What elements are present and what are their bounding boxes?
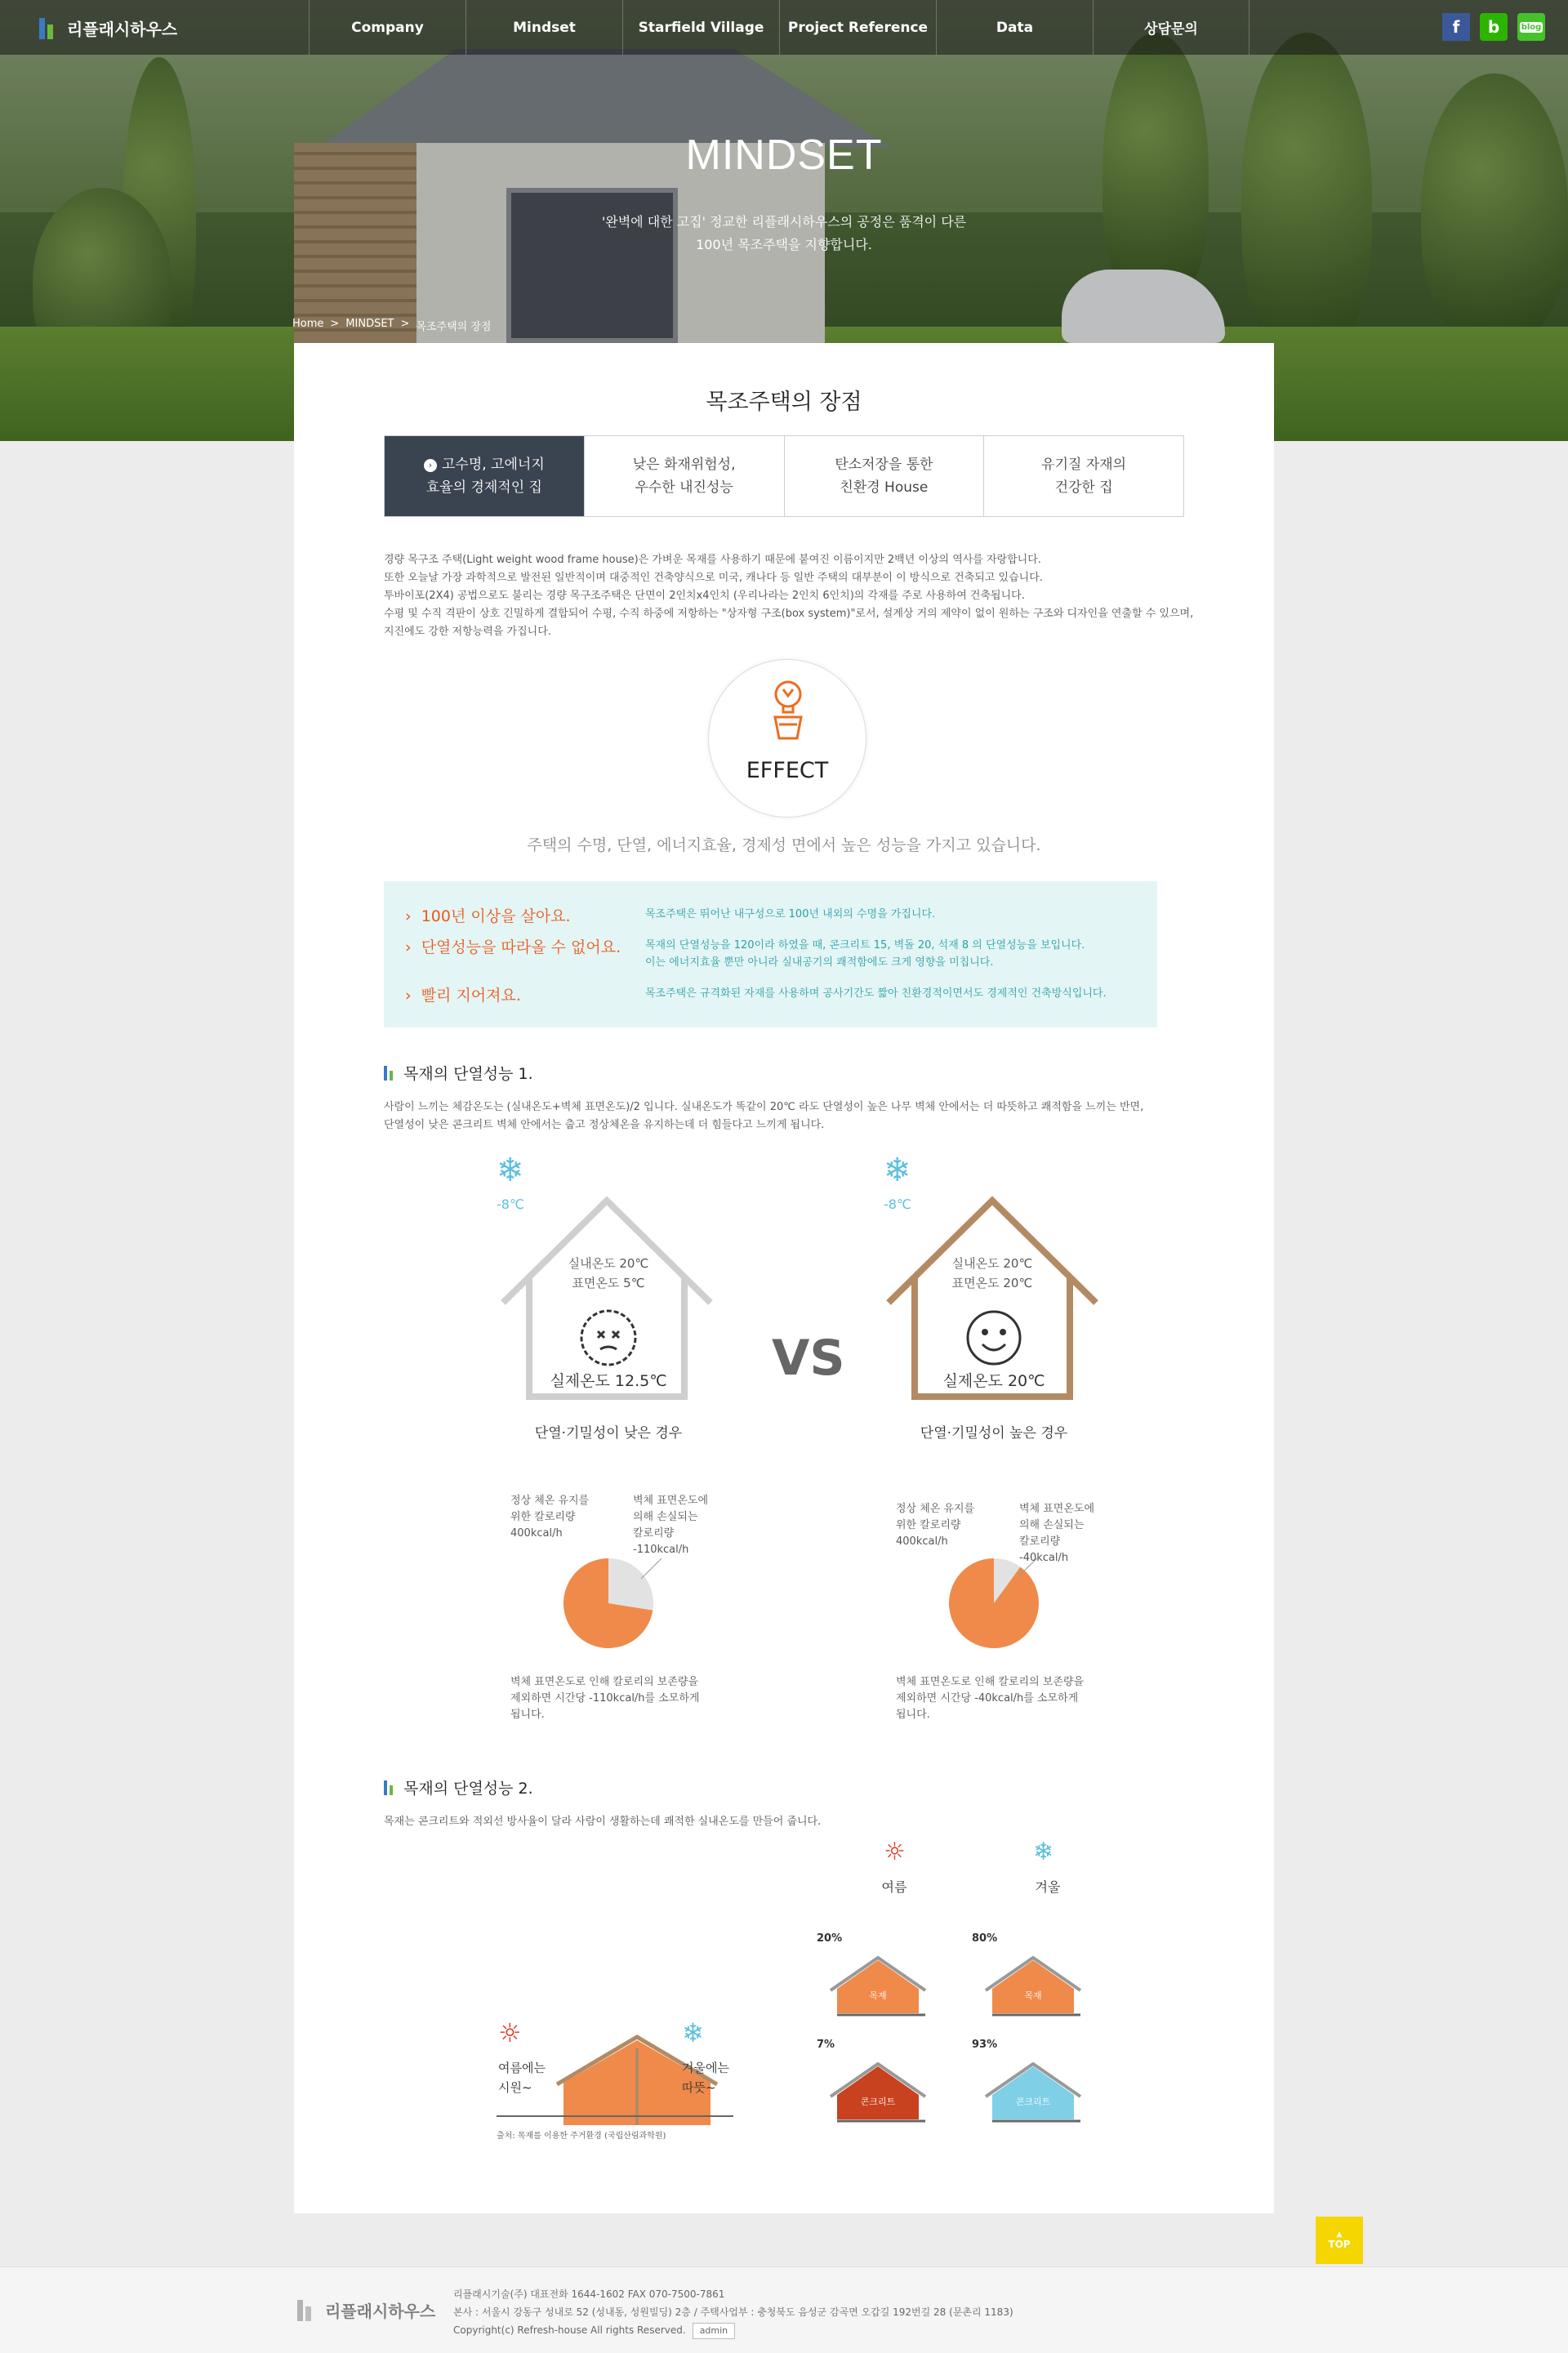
material-label: 콘크리트 bbox=[860, 2097, 896, 2107]
note-line: 여름에는 bbox=[498, 2061, 546, 2075]
benefit-desc-line: 이는 에너지효율 뿐만 아니라 실내공기의 쾌적함에도 크게 영향을 미칩니다. bbox=[645, 956, 994, 969]
season-summer: 여름 bbox=[881, 1879, 907, 1895]
note-line: 위한 칼로리량 bbox=[510, 1511, 576, 1523]
note-line: 의해 손실되는 bbox=[1019, 1519, 1085, 1531]
breadcrumb bbox=[292, 318, 491, 333]
paragraph-line: 단열성이 낮은 콘크리트 벽체 안에서는 춥고 정상체온을 유지하는데 더 힘들다고 느끼게 됩니다. bbox=[384, 1119, 825, 1131]
hero-title: MINDSET bbox=[685, 131, 883, 179]
chevron-right-icon: › bbox=[405, 938, 412, 956]
intro-line: 경량 목구조 주택(Light weight wood frame house)은 가벼운 목재를 사용하기 때문에 붙여진 이름이지만 2백년 이상의 역사를 자랑합니다. bbox=[384, 554, 1041, 566]
note-line: 시원~ bbox=[498, 2080, 532, 2095]
calorie-summary-right bbox=[896, 1674, 1084, 1723]
note-line: -40kcal/h bbox=[1019, 1552, 1069, 1564]
chevron-right-icon: › bbox=[405, 907, 412, 925]
hero-subtitle bbox=[0, 211, 1568, 256]
brand-name: 리플래시하우스 bbox=[67, 20, 178, 39]
tab-label-line: 건강한 집 bbox=[1054, 479, 1113, 496]
effect-badge bbox=[708, 659, 866, 818]
menu-item-starfield-village[interactable]: Starfield Village bbox=[622, 0, 779, 55]
outdoor-temp-left: -8℃ bbox=[497, 1197, 524, 1212]
house-temps-right bbox=[911, 1254, 1074, 1293]
chevron-right-icon: › bbox=[424, 459, 437, 472]
intro-line: 수평 및 수직 격판이 상호 긴밀하게 결합되어 수평, 수직 하중에 저항하는 "상자형 구조(box system)"로서, 설계상 거의 제약이 없이 원하는 구조와 디자인을 연출할 수 있으며, bbox=[384, 608, 1194, 620]
tab-label-line: 효율의 경제적인 집 bbox=[425, 479, 542, 496]
tab-label: 고수명, 고에너지 bbox=[441, 457, 545, 473]
effect-description: 주택의 수명, 단열, 에너지효율, 경제성 면에서 높은 성능을 가지고 있습니다. bbox=[527, 836, 1041, 854]
house-wood-summer bbox=[829, 1956, 935, 2017]
benefit-desc-line: 목재의 단열성능을 120이라 하였을 때, 콘크리트 15, 벽돌 20, 석재 8 의 단열성능을 보입니다. bbox=[645, 939, 1085, 951]
summary-line: 벽체 표면온도로 인해 칼로리의 보존량을 bbox=[510, 1676, 699, 1688]
benefit-title-text: 빨리 지어져요. bbox=[421, 987, 521, 1005]
note-line: 정상 체온 유지를 bbox=[510, 1495, 590, 1507]
admin-button[interactable]: admin bbox=[693, 2323, 735, 2339]
versus-label: VS bbox=[772, 1330, 845, 1387]
blog-icon-label: blog bbox=[1521, 22, 1542, 32]
pie-slice-loss bbox=[608, 1558, 653, 1611]
benefit-title bbox=[405, 935, 621, 957]
summary-line: 됩니다. bbox=[510, 1709, 545, 1721]
paragraph-line: 사람이 느끼는 체감온도는 (실내온도+벽체 표면온도)/2 입니다. 실내온도가 똑같이 20℃ 라도 단열성이 높은 나무 벽체 안에서는 더 따뜻하고 쾌적함을 느끼는 반면, bbox=[384, 1101, 1144, 1113]
lightbulb-icon bbox=[709, 660, 867, 818]
top-navigation bbox=[0, 0, 1568, 55]
menu-item-company[interactable]: Company bbox=[309, 0, 466, 55]
tab-label-line: 친환경 House bbox=[840, 479, 929, 496]
calorie-note-left bbox=[510, 1493, 589, 1542]
note-line: 칼로리량 bbox=[633, 1527, 675, 1540]
calorie-pie-left bbox=[555, 1550, 662, 1656]
intro-line: 또한 오늘날 가장 과학적으로 발전된 일반적이며 대중적인 건축양식으로 미국, 캐나다 등 일반 주택의 대부분이 이 방식으로 건축되고 있습니다. bbox=[384, 572, 1043, 584]
tab-eco-house[interactable] bbox=[784, 436, 984, 516]
calorie-summary-left bbox=[510, 1674, 699, 1723]
benefit-title bbox=[405, 983, 521, 1005]
logo-mark-icon bbox=[297, 2300, 318, 2321]
tab-label-line: 탄소저장을 통한 bbox=[835, 457, 933, 473]
benefit-title-text: 100년 이상을 살아요. bbox=[421, 907, 571, 925]
summary-line: 제외하면 시간당 -110kcal/h를 소모하게 bbox=[510, 1692, 700, 1705]
breadcrumb-mindset[interactable]: MINDSET bbox=[345, 318, 394, 330]
tab-label-line: 우수한 내진성능 bbox=[635, 479, 733, 496]
breadcrumb-home[interactable]: Home bbox=[292, 318, 324, 330]
menu-item-data[interactable]: Data bbox=[936, 0, 1093, 55]
benefit-desc bbox=[645, 985, 1107, 1002]
footer-logo bbox=[297, 2298, 435, 2322]
note-line: 벽체 표면온도에 bbox=[1019, 1503, 1095, 1515]
footer-company-line: 리플래시기술(주) 대표전화 1644-1602 FAX 070-7500-7861 bbox=[453, 2288, 725, 2300]
material-label: 목재 bbox=[1024, 1990, 1042, 2001]
section-title: 목조주택의 장점 bbox=[706, 390, 862, 415]
outdoor-temp-right: -8℃ bbox=[884, 1197, 911, 1212]
band-icon[interactable]: b bbox=[1480, 13, 1508, 41]
tab-fire-safety[interactable] bbox=[584, 436, 784, 516]
benefit-title bbox=[405, 904, 571, 926]
benefit-box bbox=[384, 881, 1157, 1027]
scroll-top-label: TOP bbox=[1328, 2239, 1351, 2250]
summer-note bbox=[498, 2058, 546, 2097]
source-note: 출처: 목재를 이용한 주거환경 (국립산림과학원) bbox=[497, 2132, 666, 2141]
percent-label: 80% bbox=[972, 1932, 998, 1945]
hero-subtitle-line: 100년 목조주택을 지향합니다. bbox=[696, 237, 872, 252]
note-line: 겨울에는 bbox=[682, 2061, 729, 2075]
footer-copyright-row bbox=[453, 2321, 1013, 2339]
summary-line: 벽체 표면온도로 인해 칼로리의 보존량을 bbox=[896, 1676, 1085, 1688]
calorie-note-right bbox=[896, 1501, 974, 1550]
winter-note bbox=[682, 2058, 729, 2097]
material-label: 콘크리트 bbox=[1015, 2097, 1051, 2107]
note-line: 벽체 표면온도에 bbox=[633, 1495, 709, 1507]
menu-item-project-reference[interactable]: Project Reference bbox=[779, 0, 936, 55]
benefit-desc bbox=[645, 937, 1085, 971]
brand-logo[interactable] bbox=[39, 16, 177, 40]
insulation1-paragraph bbox=[384, 1099, 1241, 1134]
indoor-temp: 실내온도 20℃ bbox=[568, 1256, 649, 1271]
house-concrete-winter bbox=[984, 2062, 1090, 2123]
insulation2-heading bbox=[384, 1776, 533, 1798]
benefit-desc-line: 목조주택은 뛰어난 내구성으로 100년 내외의 수명을 가집니다. bbox=[645, 908, 936, 920]
snowflake-icon: ❄ bbox=[682, 2017, 704, 2048]
tab-label-line: 유기질 자재의 bbox=[1041, 457, 1127, 473]
percent-label: 20% bbox=[817, 1932, 843, 1945]
summary-line: 제외하면 시간당 -40kcal/h를 소모하게 bbox=[896, 1692, 1079, 1705]
note-line: 의해 손실되는 bbox=[633, 1511, 698, 1523]
smile-face-icon bbox=[961, 1305, 1027, 1370]
blog-icon[interactable] bbox=[1517, 13, 1545, 41]
house-concrete-summer bbox=[829, 2062, 935, 2123]
scroll-top-button[interactable] bbox=[1316, 2217, 1363, 2264]
insulation2-paragraph: 목재는 콘크리트와 적외선 방사율이 달라 사람이 생활하는데 쾌적한 실내온도를 만들어 줍니다. bbox=[384, 1816, 822, 1828]
insulation1-heading bbox=[384, 1062, 533, 1084]
brand-mark-icon bbox=[384, 1780, 397, 1795]
percent-label: 93% bbox=[972, 2039, 998, 2051]
footer-copyright: Copyright(c) Refresh-house All rights Reserved. bbox=[453, 2324, 686, 2336]
hero-subtitle-line: '완벽에 대한 고집' 정교한 리플래시하우스의 공정은 품격이 다른 bbox=[601, 214, 967, 230]
breadcrumb-current: 목조주택의 장점 bbox=[416, 321, 492, 333]
note-line: -110kcal/h bbox=[633, 1544, 689, 1556]
footer bbox=[0, 2266, 1568, 2353]
season-winter: 겨울 bbox=[1035, 1879, 1061, 1895]
sun-icon: ☼ bbox=[884, 1838, 906, 1866]
chevron-right-icon: › bbox=[405, 987, 412, 1005]
felt-temp-left: 실제온도 12.5℃ bbox=[550, 1372, 667, 1390]
heading-text: 목재의 단열성능 2. bbox=[403, 1780, 533, 1798]
intro-text bbox=[384, 551, 1233, 641]
facebook-icon[interactable]: f bbox=[1442, 13, 1470, 41]
house-temps-left bbox=[527, 1254, 690, 1293]
benefit-title-text: 단열성능을 따라올 수 없어요. bbox=[421, 938, 621, 956]
note-line: 칼로리량 bbox=[1019, 1535, 1061, 1548]
benefit-desc-line: 목조주택은 규격화된 자재를 사용하며 공사기간도 짧아 친환경적이면서도 경제적인 건축방식입니다. bbox=[645, 987, 1107, 1000]
arrow-up-icon: ▲ bbox=[1336, 2230, 1343, 2239]
calorie-pie-right bbox=[941, 1550, 1047, 1656]
loss-note-left bbox=[633, 1493, 708, 1558]
tab-label-line bbox=[424, 453, 545, 476]
snowflake-icon: ❄ bbox=[884, 1152, 911, 1189]
note-line: 따뜻~ bbox=[682, 2080, 716, 2095]
snowflake-icon: ❄ bbox=[1033, 1838, 1054, 1866]
menu-item-mindset[interactable]: Mindset bbox=[466, 0, 622, 55]
ground-divider bbox=[497, 2115, 733, 2117]
cold-face-icon bbox=[576, 1305, 641, 1370]
tab-healthy-house[interactable] bbox=[983, 436, 1183, 516]
footer-info bbox=[453, 2285, 1013, 2339]
menu-item-consultation[interactable]: 상담문의 bbox=[1093, 0, 1250, 55]
breadcrumb-separator: > bbox=[400, 318, 410, 330]
surface-temp: 표면온도 20℃ bbox=[951, 1276, 1033, 1290]
tab-economy[interactable] bbox=[385, 436, 584, 516]
percent-label: 7% bbox=[817, 2039, 835, 2051]
indoor-temp: 실내온도 20℃ bbox=[951, 1256, 1033, 1271]
note-line: 위한 칼로리량 bbox=[896, 1519, 961, 1531]
benefit-desc bbox=[645, 906, 935, 923]
main-menu bbox=[309, 0, 1250, 55]
tab-label-line: 낮은 화재위험성, bbox=[632, 457, 736, 473]
heading-text: 목재의 단열성능 1. bbox=[403, 1065, 533, 1083]
snowflake-icon: ❄ bbox=[497, 1152, 524, 1189]
surface-temp: 표면온도 5℃ bbox=[572, 1276, 645, 1290]
note-line: 400kcal/h bbox=[510, 1527, 563, 1540]
intro-line: 투바이포(2X4) 공법으로도 불리는 경량 목구조주택은 단면이 2인치x4인치 (우리나라는 2인치 6인치)의 각재를 주로 사용하여 건축됩니다. bbox=[384, 590, 1025, 602]
breadcrumb-separator: > bbox=[330, 318, 340, 330]
caption-right: 단열·기밀성이 높은 경우 bbox=[920, 1425, 1068, 1442]
footer-address-line: 본사 : 서울시 강동구 성내로 52 (성내동, 성원빌딩) 2층 / 주택사업부 : 충청북도 음성군 감곡면 오갑길 192번길 28 (문촌리 1183) bbox=[453, 2306, 1013, 2318]
sun-icon: ☼ bbox=[498, 2017, 522, 2048]
brand-mark-icon bbox=[384, 1066, 397, 1081]
sns-links bbox=[1442, 13, 1545, 41]
content-card bbox=[294, 343, 1274, 2213]
summary-line: 됩니다. bbox=[896, 1709, 930, 1721]
material-label: 목재 bbox=[869, 1990, 887, 2001]
note-line: 400kcal/h bbox=[896, 1535, 948, 1548]
footer-brand-name: 리플래시하우스 bbox=[325, 2302, 436, 2321]
note-line: 정상 체온 유지를 bbox=[896, 1503, 975, 1515]
intro-line: 지진에도 강한 저항능력을 가집니다. bbox=[384, 626, 551, 638]
pie-slice-kept bbox=[949, 1558, 1039, 1648]
effect-label: EFFECT bbox=[746, 758, 829, 783]
logo-mark-icon bbox=[39, 18, 60, 39]
house-wood-winter bbox=[984, 1956, 1090, 2017]
caption-left: 단열·기밀성이 낮은 경우 bbox=[534, 1425, 683, 1442]
feature-tabs bbox=[384, 435, 1184, 517]
felt-temp-right: 실제온도 20℃ bbox=[942, 1372, 1045, 1390]
